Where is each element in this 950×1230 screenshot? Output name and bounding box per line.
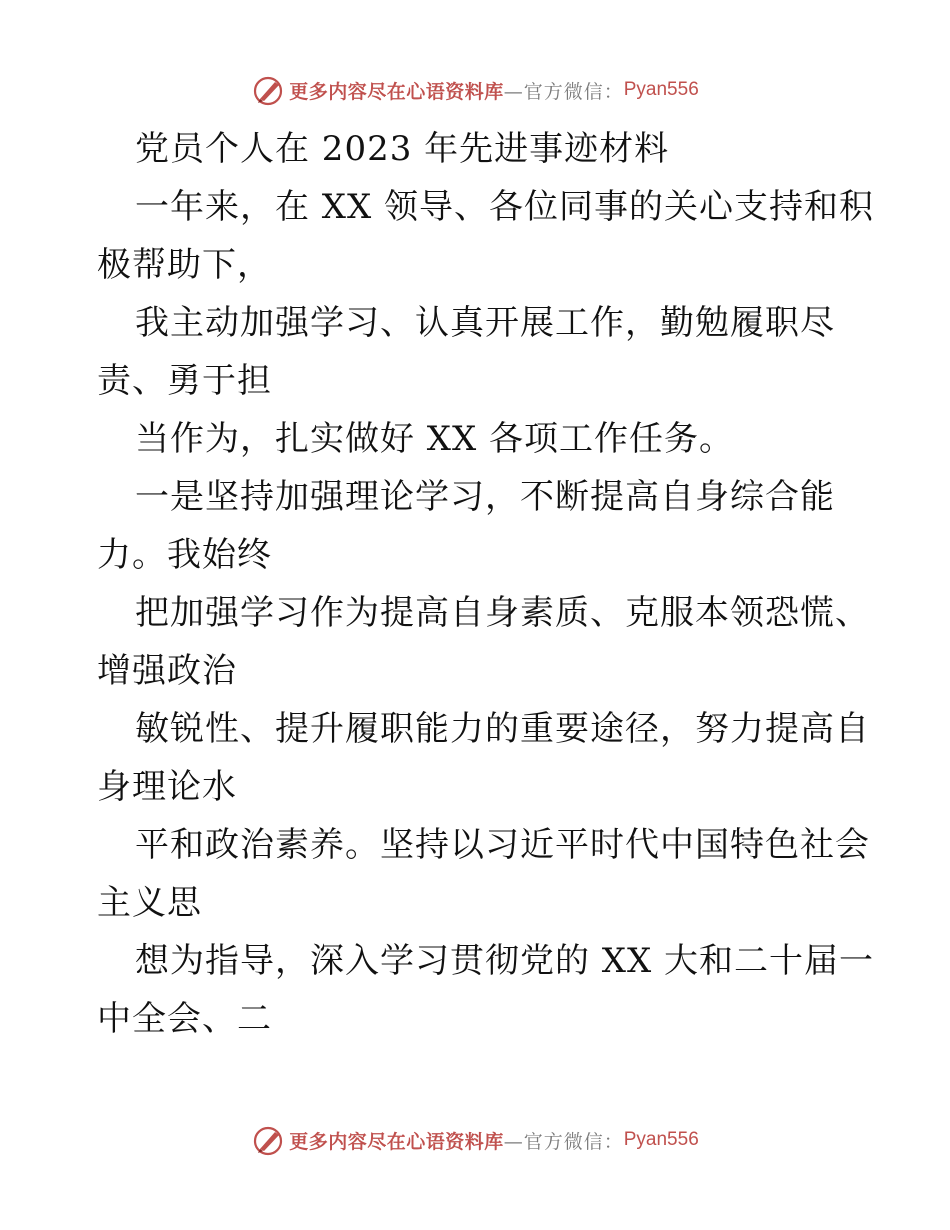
- banner-wechat-label: —官方微信：: [503, 80, 624, 103]
- footer-banner: [0, 1120, 950, 1160]
- document-body: [97, 120, 875, 1048]
- paragraph-line: 中全会、二: [97, 999, 272, 1039]
- paragraph-line: 平和政治素养。坚持以习近平时代中国特色社会: [135, 825, 870, 865]
- paragraph-line: 敏锐性、提升履职能力的重要途径，努力提高自: [135, 709, 870, 749]
- paragraph-line: 当作为，扎实做好 XX 各项工作任务。: [135, 419, 735, 459]
- banner-wechat-account: Pyan556: [623, 79, 699, 100]
- banner-wechat-account: Pyan556: [623, 1129, 699, 1150]
- paragraph-line: 把加强学习作为提高自身素质、克服本领恐慌、: [135, 593, 870, 633]
- paragraph-line: 增强政治: [97, 651, 237, 691]
- document-title: 党员个人在 2023 年先进事迹材料: [135, 129, 670, 169]
- paragraph-line: 极帮助下，: [97, 245, 272, 285]
- paragraph-line: 力。我始终: [97, 535, 272, 575]
- paragraph-line: 责、勇于担: [97, 361, 272, 401]
- paragraph-line: 我主动加强学习、认真开展工作，勤勉履职尽: [135, 303, 835, 343]
- pen-logo-icon: [251, 73, 285, 107]
- pen-logo-icon: [251, 1123, 285, 1157]
- paragraph-line: 一年来，在 XX 领导、各位同事的关心支持和积: [135, 187, 875, 227]
- banner-slogan: 更多内容尽在心语资料库: [289, 1130, 504, 1153]
- paragraph-line: 身理论水: [97, 767, 237, 807]
- paragraph-line: 想为指导，深入学习贯彻党的 XX 大和二十届一: [135, 941, 875, 981]
- header-banner: [0, 70, 950, 110]
- banner-wechat-label: —官方微信：: [503, 1130, 624, 1153]
- banner-slogan: 更多内容尽在心语资料库: [289, 80, 504, 103]
- paragraph-line: 一是坚持加强理论学习，不断提高自身综合能: [135, 477, 835, 517]
- paragraph-line: 主义思: [97, 883, 202, 923]
